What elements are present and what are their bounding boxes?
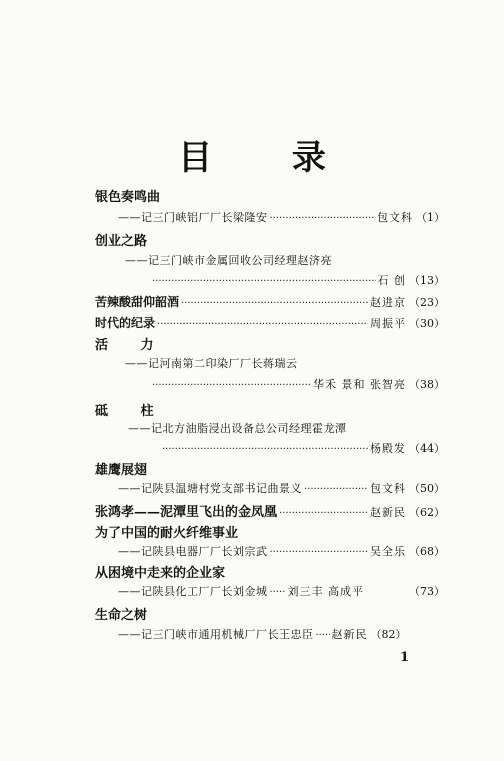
entry-subtitle-5: ——记河南第二印染厂厂长蒋瑞云 [125,357,298,370]
entry-page-11: （82） [370,628,407,641]
page-number [400,650,409,665]
entry-author-4: 周振平 [370,317,406,330]
leader-dots [316,630,330,641]
entry-row-1 [118,209,445,225]
entry-subtitle-9: ——记陕县电器厂厂长刘宗武 [118,545,268,558]
entry-subtitle-1: ——记三门峡铝厂厂长梁隆安 [118,211,268,224]
entry-page-1: （1） [416,211,445,224]
leader-dots [157,319,368,330]
leader-dots [279,508,368,519]
entry-title-8: 张鸿孝——泥潭里飞出的金凤凰 [95,505,278,520]
entry-page-8: （62） [409,506,445,519]
entry-author-2: 石 创 [377,274,406,287]
leader-dots [270,213,376,224]
leader-dots [304,484,368,495]
entry-author-11: 赵新民 [331,628,368,641]
leader-dots [270,547,369,558]
entry-title-11: 生命之树 [95,608,148,623]
entry-row-9 [118,543,445,559]
leader-dots [181,298,368,309]
leader-dots [270,587,286,598]
entry-row-8 [95,501,445,520]
entry-subtitle-10: ——记陕县化工厂厂长刘金城 [118,585,268,598]
entry-page-7: （50） [409,482,445,495]
leader-dots [152,380,311,391]
entry-page-6: （44） [409,442,445,455]
entry-row-11 [118,626,445,642]
entry-title-2: 创业之路 [95,234,148,249]
entry-title-5: 活 力 [95,338,168,353]
entry-author-1: 包文科 [377,211,413,224]
entry-subtitle-6: ——记北方油脂浸出设备总公司经理霍龙潭 [128,422,347,435]
entry-page-10: （73） [409,585,445,598]
entry-row-4 [95,314,445,331]
entry-title-9: 为了中国的耐火纤维事业 [95,526,239,541]
entry-author-3: 赵进京 [370,296,406,309]
entry-author-8: 赵新民 [370,506,406,519]
entry-author-9: 吴全乐 [370,545,406,558]
entry-page-9: （68） [409,545,445,558]
entry-title-7: 雄鹰展翅 [95,463,148,478]
entry-title-10: 从困境中走来的企业家 [95,566,226,581]
entry-page-3: （23） [409,296,445,309]
entry-row-2 [150,272,445,288]
entry-page-5: （38） [409,378,445,391]
entry-page-2: （13） [409,274,445,287]
entry-author-10: 刘三丰 高成平 [287,585,364,598]
entry-author-6: 杨殿发 [370,442,406,455]
entry-subtitle-2: ——记三门峡市金属回收公司经理赵济亮 [125,254,332,267]
entry-title-3: 苦辣酸甜仰韶酒 [95,295,180,309]
leader-dots [162,444,368,455]
page-title: 目 录 [178,138,360,178]
entry-title-6: 砥 柱 [95,404,168,419]
entry-author-7: 包文科 [370,482,406,495]
entry-row-10 [118,583,445,599]
entry-author-5: 华禾 景和 张智亮 [313,378,406,391]
entry-subtitle-7: ——记陕县温塘村党支部书记曲景义 [118,482,302,495]
page-number-value: 1 [400,650,410,665]
entry-title-1: 银色奏鸣曲 [95,190,161,205]
entry-row-6 [160,440,445,456]
entry-subtitle-11: ——记三门峡市通用机械厂厂长王忠臣 [118,628,314,641]
entry-row-3 [95,293,445,310]
leader-dots [152,276,376,287]
entry-row-7 [118,480,445,496]
entry-row-5 [150,376,445,392]
entry-title-4: 时代的纪录 [95,316,156,330]
entry-page-4: （30） [409,317,445,330]
